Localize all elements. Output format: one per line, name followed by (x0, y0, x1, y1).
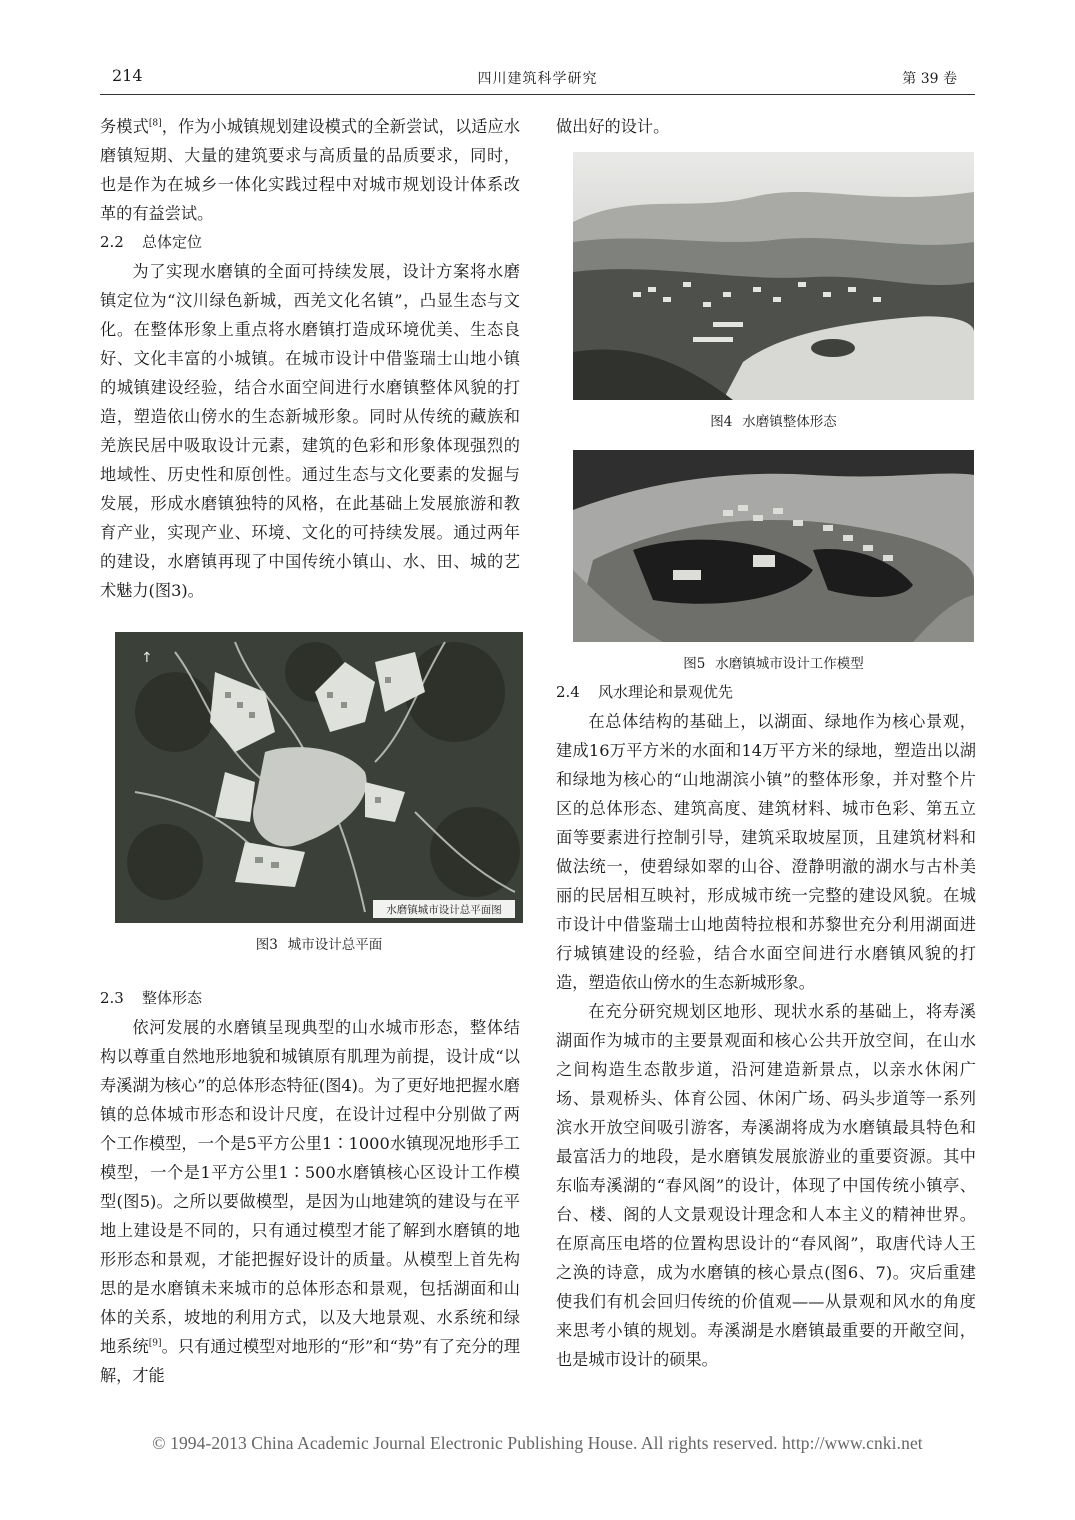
section-2-4-paragraph-1: 在总体结构的基础上，以湖面、绿地作为核心景观，建成16万平方米的水面和14万平方米的绿地，塑造出以湖和绿地为核心的“山地湖滨小镇”的整体形象，并对整个片区的总体形态、建筑高度、建筑材料、城市色彩、第五立面等要素进行控制引导，建筑采取坡屋顶，且建筑材料和做法统一，使碧绿如翠的山谷、澄静明澈的湖水与古朴美丽的民居相互映衬，形成城市统一完整的建设风貌。在城市设计中借鉴瑞士山地茵特拉根和苏黎世充分利用湖面进行城镇建设的经验，结合水面空间进行水磨镇风貌的打造，塑造依山傍水的生态新城形象。 (556, 712, 976, 992)
figure-4-photo (573, 152, 974, 400)
left-column-bottom (100, 984, 520, 1390)
reference-8: [8] (148, 118, 162, 129)
figure-3-inset-label: 水磨镇城市设计总平面图 (386, 904, 502, 916)
town-overview-image (573, 152, 974, 400)
section-2-3-heading: 2.3 整体形态 (100, 989, 203, 1007)
right-column-top (556, 112, 976, 141)
figure-5-caption: 图5 水磨镇城市设计工作模型 (683, 656, 864, 672)
figure-4-caption: 图4 水磨镇整体形态 (710, 414, 837, 430)
town-model-image (573, 450, 974, 642)
section-2-4-heading: 2.4 风水理论和景观优先 (556, 683, 734, 701)
figure-5-photo (573, 450, 974, 642)
section-2-4-paragraph-2: 在充分研究规划区地形、现状水系的基础上，将寿溪湖面作为城市的主要景观面和核心公共开放空间，在山水之间构造生态散步道，沿河建造新景点，以亲水休闲广场、景观桥头、体育公园、休闲广场、码头步道等一系列滨水开放空间吸引游客，寿溪湖将成为水磨镇最具特色和最富活力的地段，是水磨镇发展旅游业的重要资源。其中东临寿溪湖的“春风阁”的设计，体现了中国传统小镇亭、台、楼、阁的人文景观设计理念和人本主义的精神世界。在原高压电塔的位置构思设计的“春风阁”，取唐代诗人王之涣的诗意，成为水磨镇的核心景点(图6、7)。灾后重建使我们有机会回归传统的价值观——从景观和风水的角度来思考小镇的规划。寿溪湖是水磨镇最重要的开敞空间，也是城市设计的硕果。 (556, 1002, 976, 1369)
figure-3-caption: 图3 城市设计总平面 (255, 937, 383, 953)
copyright-footer: © 1994-2013 China Academic Journal Electronic Publishing House. All rights reserved. http://www.cnki.net (152, 1433, 923, 1453)
section-2-3-paragraph: 依河发展的水磨镇呈现典型的山水城市形态，整体结构以尊重自然地形地貌和城镇原有肌理为前提，设计成“以寿溪湖为核心”的总体形态特征(图4)。为了更好地把握水磨镇的总体城市形态和设计尺度，在设计过程中分别做了两个工作模型，一个是5平方公里1∶1000水镇现况地形手工模型，一个是1平方公里1∶500水磨镇核心区设计工作模型(图5)。之所以要做模型，是因为山地建筑的建设与在平地上建设是不同的，只有通过模型才能了解到水磨镇的地形形态和景观，才能把握好设计的质量。从模型上首先构思的是水磨镇未来城市的总体形态和景观，包括湖面和山体的关系，坡地的利用方式，以及大地景观、水系统和绿地系统[9]。只有通过模型对地形的“形”和“势”有了充分的理解，才能 (100, 1018, 520, 1385)
north-arrow: ↑ (141, 650, 153, 666)
section-2-2-heading: 2.2 总体定位 (100, 233, 203, 251)
volume-label: 第 39 卷 (902, 71, 957, 87)
page-number: 214 (112, 66, 143, 85)
journal-name: 四川建筑科学研究 (477, 71, 598, 87)
reference-9: [9] (148, 1338, 162, 1349)
figure-3-master-plan (115, 632, 523, 923)
master-plan-image (115, 632, 523, 923)
intro-paragraph: 务模式[8]，作为小城镇规划建设模式的全新尝试，以适应水磨镇短期、大量的建筑要求与高质量的品质要求，同时，也是作为在城乡一体化实践过程中对城市规划设计体系改革的有益尝试。 (100, 117, 521, 223)
left-column-top (100, 112, 520, 605)
section-2-2-paragraph: 为了实现水磨镇的全面可持续发展，设计方案将水磨镇定位为“汶川绿色新城，西羌文化名镇”，凸显生态与文化。在整体形象上重点将水磨镇打造成环境优美、生态良好、文化丰富的小城镇。在城市设计中借鉴瑞士山地小镇的城镇建设经验，结合水面空间进行水磨镇整体风貌的打造，塑造依山傍水的生态新城形象。同时从传统的藏族和羌族民居中吸取设计元素，建筑的色彩和形象体现强烈的地域性、历史性和原创性。通过生态与文化要素的发掘与发展，形成水磨镇独特的风格，在此基础上发展旅游和教育产业，实现产业、环境、文化的可持续发展。通过两年的建设，水磨镇再现了中国传统小镇山、水、田、城的艺术魅力(图3)。 (100, 262, 520, 600)
continued-paragraph: 做出好的设计。 (556, 117, 670, 136)
page-header (100, 60, 975, 95)
right-column-bottom (556, 678, 976, 1374)
